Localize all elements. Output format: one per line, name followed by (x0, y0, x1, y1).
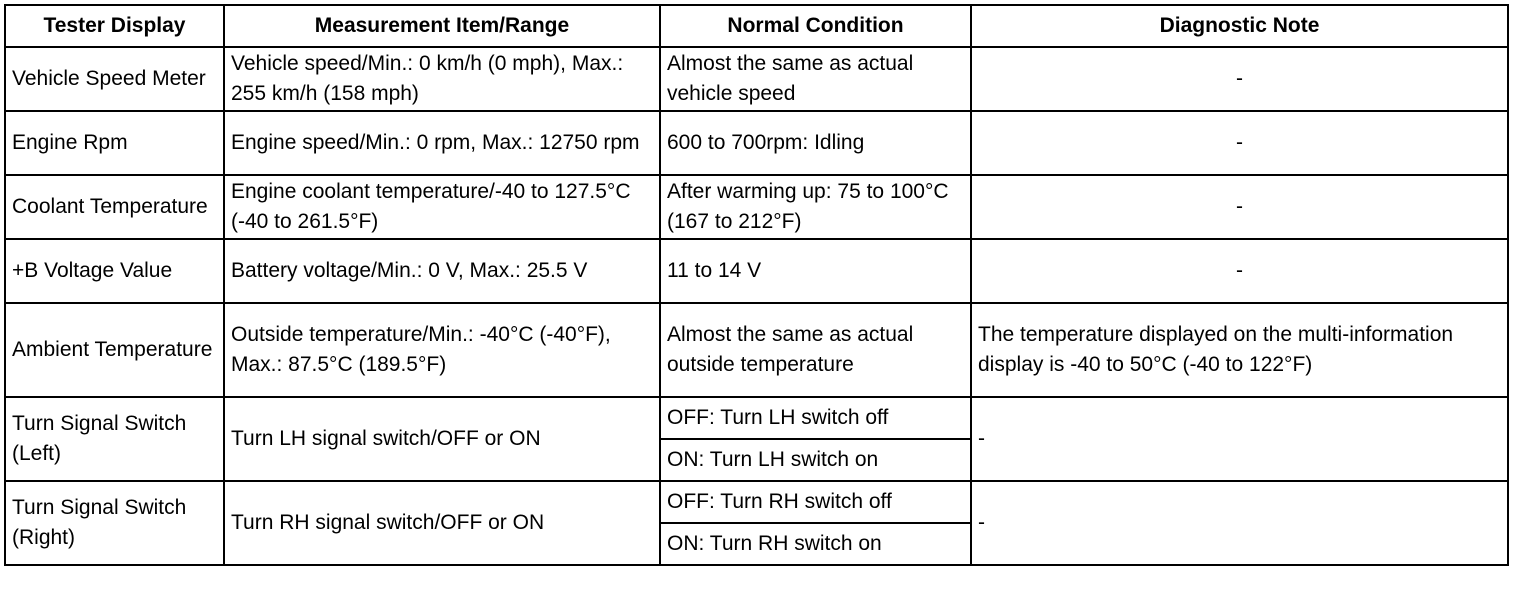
normal-condition-on-cell: ON: Turn LH switch on (660, 439, 971, 481)
normal-condition-cell: After warming up: 75 to 100°C (167 to 212°F) (660, 175, 971, 239)
diagnostic-note-cell: - (971, 397, 1508, 481)
normal-condition-cell: 600 to 700rpm: Idling (660, 111, 971, 175)
measurement-range-cell: Turn LH signal switch/OFF or ON (224, 397, 660, 481)
normal-condition-cell: 11 to 14 V (660, 239, 971, 303)
header-measurement-item: Measurement Item/Range (224, 5, 660, 47)
data-list-table (4, 4, 1509, 566)
measurement-range-cell: Engine speed/Min.: 0 rpm, Max.: 12750 rpm (224, 111, 660, 175)
measurement-range-cell: Vehicle speed/Min.: 0 km/h (0 mph), Max.: 255 km/h (158 mph) (224, 47, 660, 111)
table-row (5, 397, 1508, 439)
diagnostic-note-cell: - (971, 481, 1508, 565)
header-row (5, 5, 1508, 47)
diagnostic-note-cell: - (971, 111, 1508, 175)
measurement-range-cell: Battery voltage/Min.: 0 V, Max.: 25.5 V (224, 239, 660, 303)
table-row (5, 239, 1508, 303)
measurement-range-cell: Engine coolant temperature/-40 to 127.5°C (-40 to 261.5°F) (224, 175, 660, 239)
normal-condition-on-cell: ON: Turn RH switch on (660, 523, 971, 565)
diagnostic-note-cell: - (971, 239, 1508, 303)
tester-display-cell: Vehicle Speed Meter (5, 47, 224, 111)
tester-display-cell: Turn Signal Switch (Left) (5, 397, 224, 481)
tester-display-cell: Ambient Temperature (5, 303, 224, 397)
normal-condition-cell: Almost the same as actual outside temperature (660, 303, 971, 397)
diagnostic-note-cell: The temperature displayed on the multi-information display is -40 to 50°C (-40 to 122°F) (971, 303, 1508, 397)
measurement-range-cell: Turn RH signal switch/OFF or ON (224, 481, 660, 565)
normal-condition-off-cell: OFF: Turn RH switch off (660, 481, 971, 523)
tester-display-cell: Turn Signal Switch (Right) (5, 481, 224, 565)
diagnostic-note-cell: - (971, 47, 1508, 111)
table-row (5, 481, 1508, 523)
table-row (5, 175, 1508, 239)
normal-condition-off-cell: OFF: Turn LH switch off (660, 397, 971, 439)
header-diagnostic-note: Diagnostic Note (971, 5, 1508, 47)
table-row (5, 303, 1508, 397)
tester-display-cell: +B Voltage Value (5, 239, 224, 303)
table-row (5, 111, 1508, 175)
table-row (5, 47, 1508, 111)
header-tester-display: Tester Display (5, 5, 224, 47)
tester-display-cell: Coolant Temperature (5, 175, 224, 239)
diagnostic-note-cell: - (971, 175, 1508, 239)
normal-condition-cell: Almost the same as actual vehicle speed (660, 47, 971, 111)
tester-display-cell: Engine Rpm (5, 111, 224, 175)
measurement-range-cell: Outside temperature/Min.: -40°C (-40°F), Max.: 87.5°C (189.5°F) (224, 303, 660, 397)
header-normal-condition: Normal Condition (660, 5, 971, 47)
